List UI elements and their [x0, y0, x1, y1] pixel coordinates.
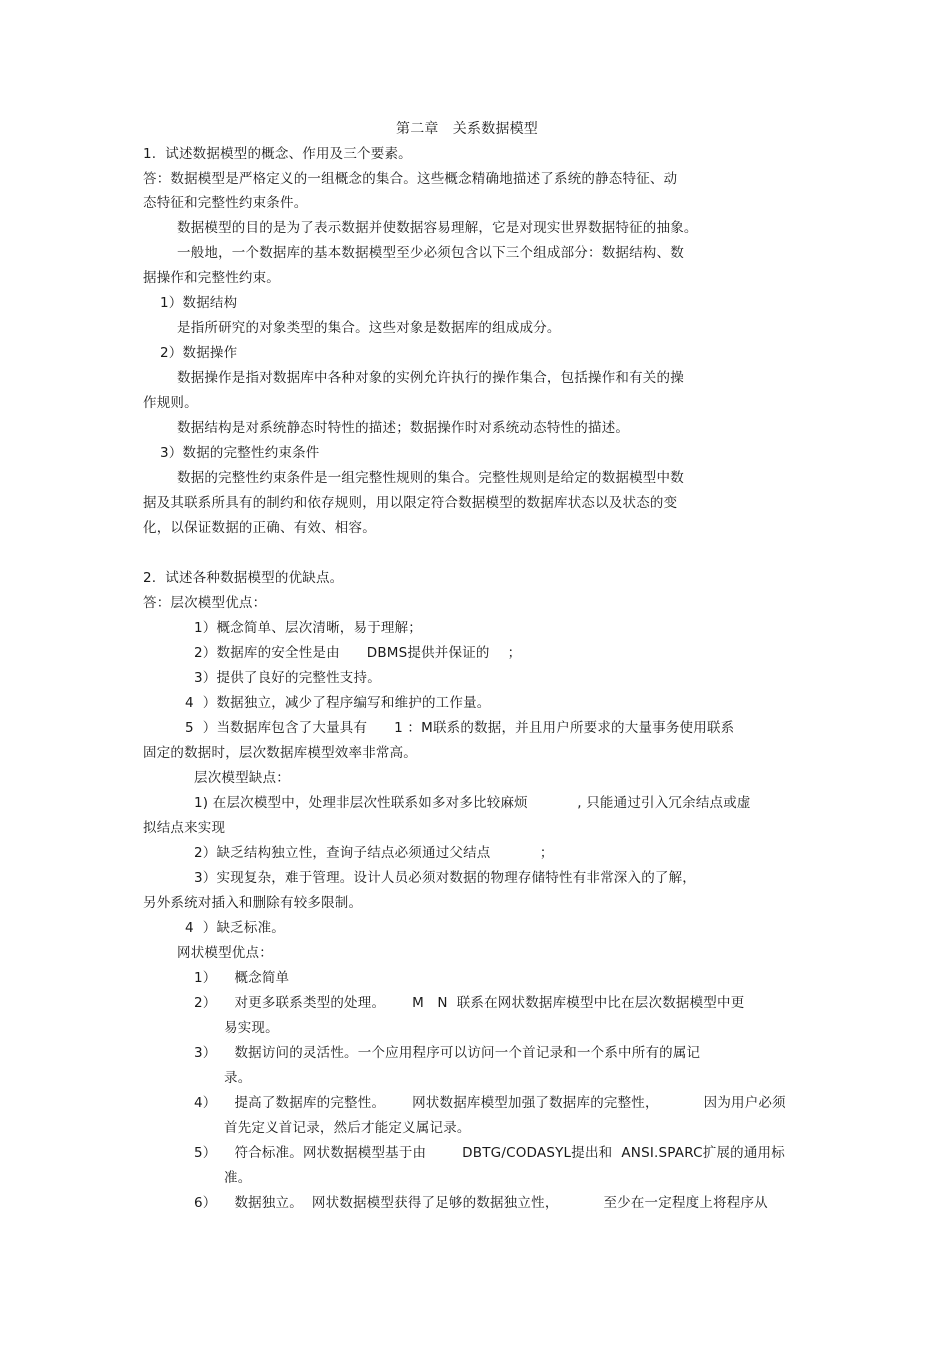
subheading: 3）数据的完整性约束条件: [160, 445, 320, 461]
text-line: 准。: [224, 1170, 252, 1186]
text-line: 化，以保证数据的正确、有效、相容。: [143, 520, 376, 536]
text-line: 拟结点来实现: [143, 820, 226, 836]
text-line: 另外系统对插入和删除有较多限制。: [143, 895, 363, 911]
question-1: 1. 试述数据模型的概念、作用及三个要素。: [143, 146, 412, 162]
text-line: 固定的数据时，层次数据库模型效率非常高。: [143, 745, 417, 761]
text-line: 答：层次模型优点：: [143, 595, 267, 611]
list-item: 1）概念简单、层次清晰，易于理解；: [194, 620, 422, 636]
text-line: 态特征和完整性约束条件。: [143, 195, 308, 211]
text-line: 一般地，一个数据库的基本数据模型至少必须包含以下三个组成部分：数据结构、数: [177, 245, 684, 261]
text-line: 数据的完整性约束条件是一组完整性规则的集合。完整性规则是给定的数据模型中数: [177, 470, 684, 486]
text-line: 数据操作是指对数据库中各种对象的实例允许执行的操作集合，包括操作和有关的操: [177, 370, 684, 386]
text-line: 作规则。: [143, 395, 198, 411]
list-item: 4） 提高了数据库的完整性。 网状数据库模型加强了数据库的完整性， 因为用户必须: [194, 1095, 786, 1111]
text-line: 据及其联系所具有的制约和依存规则，用以限定符合数据模型的数据库状态以及状态的变: [143, 495, 678, 511]
text-line: 易实现。: [224, 1020, 279, 1036]
subheading: 1）数据结构: [160, 295, 238, 311]
text-line: 答：数据模型是严格定义的一组概念的集合。这些概念精确地描述了系统的静态特征、动: [143, 171, 678, 187]
subheading: 网状模型优点：: [177, 945, 273, 961]
list-item: 1) 在层次模型中，处理非层次性联系如多对多比较麻烦 , 只能通过引入冗余结点或虚: [194, 795, 751, 811]
list-item: 5 ）当数据库包含了大量具有 1 ：M联系的数据，并且用户所要求的大量事务使用联系: [185, 720, 735, 736]
text-line: 据操作和完整性约束。: [143, 270, 280, 286]
list-item: 1） 概念简单: [194, 970, 290, 986]
list-item: 6） 数据独立。 网状数据模型获得了足够的数据独立性， 至少在一定程度上将程序从: [194, 1195, 768, 1211]
list-item: 3）提供了良好的完整性支持。: [194, 670, 381, 686]
list-item: 2） 对更多联系类型的处理。 M N 联系在网状数据库模型中比在层次数据模型中更: [194, 995, 745, 1011]
list-item: 3）实现复杂，难于管理。设计人员必须对数据的物理存储特性有非常深入的了解，: [194, 870, 696, 886]
list-item: 4 ）缺乏标准。: [185, 920, 285, 936]
list-item: 5） 符合标准。网状数据模型基于由 DBTG/CODASYL提出和 ANSI.SPARC扩展的通用标: [194, 1145, 785, 1161]
text-line: 首先定义首记录，然后才能定义属记录。: [224, 1120, 471, 1136]
chapter-title: 第二章 关系数据模型: [396, 121, 538, 137]
text-line: 数据结构是对系统静态时特性的描述；数据操作时对系统动态特性的描述。: [177, 420, 630, 436]
text-line: 是指所研究的对象类型的集合。这些对象是数据库的组成成分。: [177, 320, 561, 336]
list-item: 2）缺乏结构独立性，查询子结点必须通过父结点 ；: [194, 845, 554, 861]
list-item: 3） 数据访问的灵活性。一个应用程序可以访问一个首记录和一个系中所有的属记: [194, 1045, 701, 1061]
subheading: 层次模型缺点：: [194, 770, 290, 786]
list-item: 2）数据库的安全性是由 DBMS提供并保证的 ；: [194, 645, 522, 661]
text-line: 数据模型的目的是为了表示数据并使数据容易理解，它是对现实世界数据特征的抽象。: [177, 220, 698, 236]
text-line: 录。: [224, 1070, 252, 1086]
question-2: 2. 试述各种数据模型的优缺点。: [143, 570, 344, 586]
subheading: 2）数据操作: [160, 345, 238, 361]
list-item: 4 ）数据独立，减少了程序编写和维护的工作量。: [185, 695, 491, 711]
